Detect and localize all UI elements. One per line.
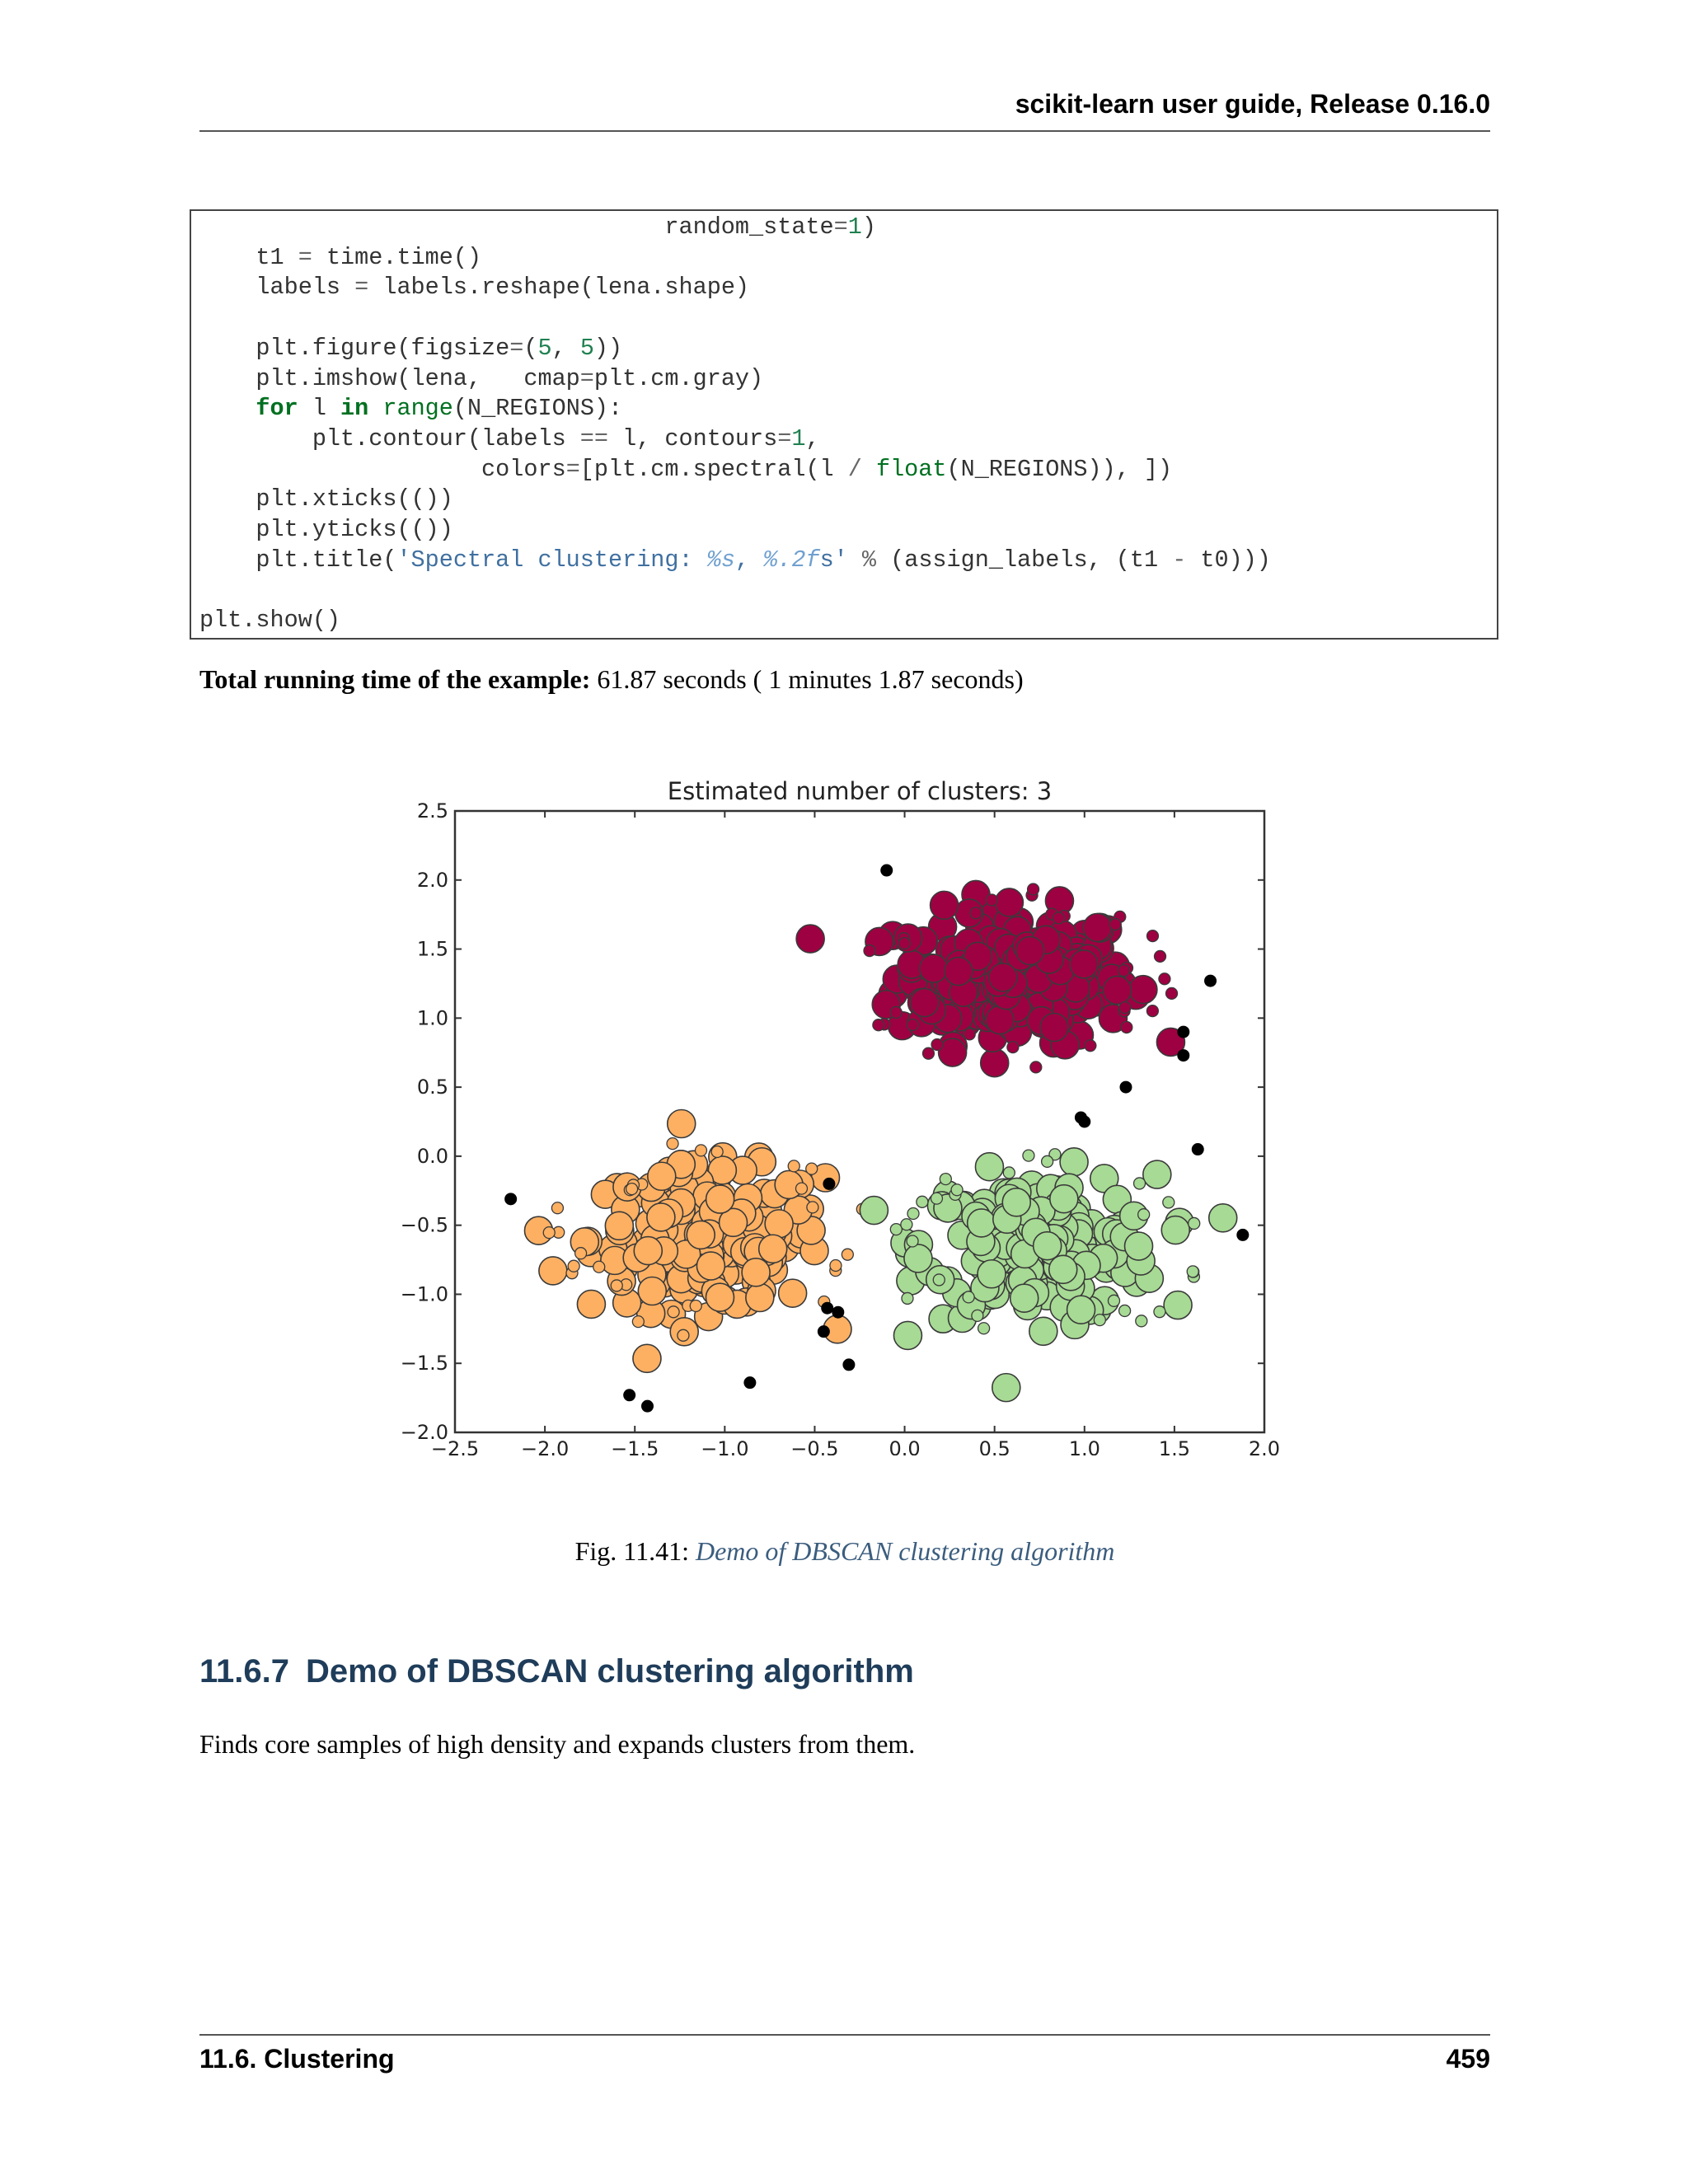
border-sample-point bbox=[898, 938, 910, 949]
x-tick-label: −2.5 bbox=[430, 1437, 480, 1455]
x-tick-label: 0.0 bbox=[889, 1437, 921, 1455]
running-time-value: 61.87 seconds ( 1 minutes 1.87 seconds) bbox=[590, 664, 1024, 694]
border-sample-point bbox=[1028, 883, 1039, 895]
code-token: labels bbox=[199, 274, 355, 302]
section-heading bbox=[199, 1653, 1490, 1690]
code-token: (assign_labels, (t1 bbox=[876, 546, 1173, 574]
core-sample-point bbox=[1161, 1216, 1189, 1244]
border-sample-point bbox=[1007, 1042, 1019, 1053]
border-sample-point bbox=[931, 1038, 943, 1050]
x-tick-label: −0.5 bbox=[790, 1437, 839, 1455]
border-sample-point bbox=[1166, 987, 1178, 999]
border-sample-point bbox=[1187, 1266, 1198, 1277]
core-sample-point bbox=[1143, 1160, 1171, 1188]
chart-title: Estimated number of clusters: 3 bbox=[667, 777, 1053, 805]
code-token: labels.reshape(lena.shape) bbox=[368, 274, 750, 302]
code-token: plt.xticks(()) bbox=[199, 485, 453, 513]
border-sample-point bbox=[711, 1146, 723, 1157]
noise-point bbox=[881, 865, 893, 876]
border-sample-point bbox=[907, 1207, 919, 1219]
core-sample-point bbox=[706, 1283, 734, 1311]
core-sample-point bbox=[1060, 1148, 1088, 1176]
core-sample-point bbox=[1040, 1013, 1068, 1041]
noise-point bbox=[641, 1400, 653, 1412]
code-token: = bbox=[565, 455, 580, 483]
border-sample-point bbox=[873, 1019, 884, 1031]
code-token: plt.title( bbox=[199, 546, 397, 574]
border-sample-point bbox=[964, 1029, 975, 1040]
core-sample-point bbox=[904, 1244, 932, 1272]
dbscan-figure bbox=[387, 763, 1294, 1455]
code-line bbox=[199, 213, 876, 241]
border-sample-point bbox=[678, 1329, 689, 1341]
y-tick-label: −0.5 bbox=[400, 1213, 448, 1237]
core-sample-point bbox=[1125, 1232, 1153, 1260]
x-tick-label: 1.0 bbox=[1068, 1437, 1100, 1455]
core-sample-point bbox=[638, 1277, 666, 1305]
border-sample-point bbox=[972, 1310, 983, 1321]
noise-point bbox=[624, 1390, 635, 1401]
border-sample-point bbox=[1109, 919, 1121, 930]
core-sample-point bbox=[742, 1258, 770, 1286]
core-sample-point bbox=[1016, 937, 1044, 965]
border-sample-point bbox=[667, 1138, 678, 1150]
code-token: / bbox=[847, 455, 862, 483]
noise-point bbox=[1237, 1229, 1249, 1240]
running-header: scikit-learn user guide, Release 0.16.0 bbox=[1015, 89, 1490, 119]
figure-caption bbox=[199, 1536, 1490, 1567]
header-rule bbox=[199, 130, 1490, 132]
border-sample-point bbox=[864, 945, 875, 957]
border-sample-point bbox=[1134, 1178, 1146, 1189]
code-line bbox=[199, 485, 453, 513]
border-sample-point bbox=[1159, 973, 1170, 985]
code-token: , bbox=[805, 424, 820, 452]
noise-point bbox=[823, 1178, 835, 1189]
code-line bbox=[199, 365, 763, 392]
core-sample-point bbox=[1083, 913, 1111, 941]
section-title: Demo of DBSCAN clustering algorithm bbox=[306, 1653, 914, 1690]
core-sample-point bbox=[995, 888, 1023, 916]
border-sample-point bbox=[1189, 1217, 1200, 1229]
border-sample-point bbox=[830, 1260, 842, 1272]
border-sample-point bbox=[568, 1260, 579, 1272]
code-token: 'Spectral clustering: bbox=[396, 546, 707, 574]
code-token: float bbox=[875, 455, 947, 483]
border-sample-point bbox=[690, 1301, 701, 1312]
code-line bbox=[199, 395, 622, 422]
core-sample-point bbox=[1049, 1255, 1077, 1283]
core-sample-point bbox=[647, 1203, 675, 1231]
code-token: 1 bbox=[847, 213, 862, 241]
border-sample-point bbox=[1119, 1002, 1131, 1014]
code-token: range bbox=[382, 395, 453, 423]
border-sample-point bbox=[788, 1160, 799, 1172]
code-token: plt.contour(labels bbox=[199, 424, 580, 452]
core-sample-point bbox=[1034, 1232, 1062, 1260]
code-token: colors bbox=[199, 455, 566, 483]
code-token: = bbox=[509, 334, 524, 362]
y-tick-label: 0.5 bbox=[416, 1076, 448, 1099]
noise-point bbox=[832, 1306, 844, 1318]
border-sample-point bbox=[933, 1274, 945, 1286]
border-sample-point bbox=[931, 1193, 942, 1204]
code-token bbox=[862, 456, 876, 483]
noise-point bbox=[1120, 1081, 1132, 1093]
core-sample-point bbox=[992, 1374, 1020, 1402]
code-token: in bbox=[340, 395, 369, 423]
border-sample-point bbox=[1146, 930, 1158, 942]
core-sample-point bbox=[1067, 1296, 1095, 1324]
code-token: , bbox=[734, 546, 764, 574]
border-sample-point bbox=[890, 1006, 902, 1018]
border-sample-point bbox=[1042, 1155, 1053, 1167]
border-sample-point bbox=[1121, 1021, 1132, 1033]
noise-point bbox=[1079, 1116, 1090, 1127]
core-sample-point bbox=[978, 1260, 1006, 1288]
core-sample-point bbox=[945, 958, 973, 986]
core-sample-point bbox=[1002, 1188, 1030, 1216]
core-sample-point bbox=[911, 989, 939, 1017]
core-sample-point bbox=[648, 1162, 676, 1190]
core-sample-point bbox=[539, 1257, 567, 1285]
border-sample-point bbox=[551, 1202, 563, 1214]
code-token bbox=[368, 395, 382, 422]
core-sample-point bbox=[746, 1284, 774, 1312]
x-tick-label: 1.5 bbox=[1158, 1437, 1190, 1455]
code-token bbox=[199, 395, 256, 422]
border-sample-point bbox=[1085, 1040, 1096, 1052]
border-sample-point bbox=[1155, 950, 1166, 962]
border-sample-point bbox=[1136, 1315, 1147, 1327]
core-sample-point bbox=[668, 1109, 696, 1137]
x-tick-label: 0.5 bbox=[978, 1437, 1010, 1455]
footer-section: 11.6. Clustering bbox=[199, 2044, 395, 2074]
code-listing bbox=[191, 211, 1497, 636]
core-sample-point bbox=[634, 1237, 662, 1265]
border-sample-point bbox=[806, 1163, 818, 1174]
code-line bbox=[199, 274, 749, 301]
border-sample-point bbox=[901, 1219, 912, 1230]
y-tick-label: −2.0 bbox=[400, 1421, 448, 1444]
code-line bbox=[199, 335, 622, 362]
core-sample-point bbox=[1070, 950, 1098, 978]
code-token: [plt.cm.spectral(l bbox=[579, 455, 848, 483]
code-token: = bbox=[354, 274, 369, 302]
page-number: 459 bbox=[1446, 2044, 1490, 2074]
x-tick-label: −2.0 bbox=[520, 1437, 570, 1455]
running-time-line bbox=[199, 664, 1490, 695]
code-block bbox=[190, 209, 1498, 640]
code-token: = bbox=[833, 213, 848, 241]
code-token: %.2f bbox=[763, 546, 820, 574]
plot-area bbox=[455, 811, 1264, 1432]
running-time-label: Total running time of the example: bbox=[199, 664, 591, 694]
core-sample-point bbox=[1209, 1204, 1237, 1232]
y-tick-label: 2.0 bbox=[416, 868, 448, 892]
noise-point bbox=[822, 1302, 833, 1314]
core-sample-point bbox=[759, 1235, 787, 1263]
border-sample-point bbox=[575, 1248, 587, 1259]
core-sample-point bbox=[706, 1185, 734, 1213]
code-token: % bbox=[861, 546, 877, 574]
core-sample-point bbox=[1010, 1284, 1039, 1312]
border-sample-point bbox=[695, 1145, 706, 1156]
border-sample-point bbox=[922, 1047, 934, 1059]
caption-prefix: Fig. 11.41: bbox=[574, 1536, 696, 1566]
border-sample-point bbox=[963, 1291, 974, 1303]
code-token: = bbox=[579, 364, 594, 392]
code-token: plt.yticks(()) bbox=[199, 516, 453, 544]
border-sample-point bbox=[593, 1261, 605, 1272]
core-sample-point bbox=[920, 954, 948, 982]
core-sample-point bbox=[981, 1049, 1009, 1077]
code-token: t0))) bbox=[1186, 546, 1271, 574]
border-sample-point bbox=[1163, 1197, 1175, 1208]
core-sample-point bbox=[1164, 1291, 1192, 1319]
border-sample-point bbox=[917, 1196, 928, 1207]
core-sample-point bbox=[779, 1279, 807, 1307]
core-sample-point bbox=[605, 1212, 633, 1240]
y-tick-label: 1.5 bbox=[416, 937, 448, 961]
border-sample-point bbox=[1119, 1305, 1131, 1316]
code-token: = bbox=[298, 243, 312, 271]
border-sample-point bbox=[632, 1316, 644, 1328]
caption-link[interactable]: Demo of DBSCAN clustering algorithm bbox=[695, 1536, 1115, 1566]
y-tick-label: −1.5 bbox=[400, 1352, 448, 1376]
border-sample-point bbox=[668, 1306, 679, 1318]
noise-point bbox=[1192, 1144, 1203, 1155]
footer-rule bbox=[199, 2034, 1490, 2036]
noise-point bbox=[818, 1326, 829, 1338]
core-sample-point bbox=[633, 1344, 661, 1372]
noise-point bbox=[843, 1359, 855, 1371]
code-token: time.time() bbox=[312, 243, 482, 271]
border-sample-point bbox=[970, 907, 982, 919]
border-sample-point bbox=[626, 1183, 638, 1195]
code-line bbox=[199, 516, 453, 543]
code-token: , bbox=[551, 334, 580, 362]
core-sample-point bbox=[893, 1321, 921, 1349]
code-token: == bbox=[579, 424, 608, 452]
code-token bbox=[848, 546, 862, 574]
x-tick-label: −1.5 bbox=[611, 1437, 659, 1455]
border-sample-point bbox=[543, 1227, 555, 1239]
border-sample-point bbox=[611, 1280, 622, 1291]
section-number: 11.6.7 bbox=[199, 1653, 290, 1690]
x-tick-label: −1.0 bbox=[701, 1437, 749, 1455]
border-sample-point bbox=[1094, 1315, 1105, 1326]
border-sample-point bbox=[902, 1292, 913, 1304]
code-line bbox=[199, 607, 340, 634]
code-token: for bbox=[256, 395, 298, 423]
y-tick-label: −1.0 bbox=[400, 1282, 448, 1306]
code-line bbox=[199, 244, 481, 271]
code-token: s' bbox=[819, 546, 848, 574]
code-line bbox=[199, 425, 820, 452]
border-sample-point bbox=[940, 1174, 951, 1185]
code-token: ) bbox=[861, 213, 876, 241]
border-sample-point bbox=[907, 1019, 918, 1030]
core-sample-point bbox=[796, 925, 824, 953]
code-token: random_state bbox=[199, 213, 834, 241]
code-token: )) bbox=[593, 334, 623, 362]
border-sample-point bbox=[1108, 1295, 1119, 1306]
code-token: plt.show() bbox=[199, 607, 341, 635]
code-token: plt.cm.gray) bbox=[593, 364, 764, 392]
code-token: l bbox=[298, 395, 341, 423]
core-sample-point bbox=[968, 1209, 996, 1237]
code-token: t1 bbox=[199, 243, 298, 271]
border-sample-point bbox=[1023, 1150, 1034, 1161]
core-sample-point bbox=[1050, 1185, 1078, 1213]
noise-point bbox=[505, 1193, 517, 1205]
x-tick-label: 2.0 bbox=[1248, 1437, 1281, 1455]
code-token: plt.imshow(lena, cmap bbox=[199, 364, 580, 392]
core-sample-point bbox=[1129, 976, 1157, 1004]
border-sample-point bbox=[807, 1202, 818, 1213]
core-sample-point bbox=[860, 1197, 888, 1225]
core-sample-point bbox=[1029, 1317, 1057, 1345]
code-token: plt.figure(figsize bbox=[199, 334, 510, 362]
y-tick-label: 0.0 bbox=[416, 1144, 448, 1168]
core-sample-point bbox=[975, 1153, 1003, 1181]
code-token: 5 bbox=[579, 334, 594, 362]
core-sample-point bbox=[986, 1006, 1014, 1034]
border-sample-point bbox=[1146, 1005, 1158, 1017]
border-sample-point bbox=[907, 1235, 918, 1247]
noise-point bbox=[744, 1377, 756, 1389]
border-sample-point bbox=[795, 1183, 807, 1194]
noise-point bbox=[1178, 1026, 1189, 1038]
code-line bbox=[199, 456, 1172, 483]
code-token: ( bbox=[523, 334, 538, 362]
code-token: 1 bbox=[791, 424, 806, 452]
border-sample-point bbox=[1003, 1167, 1015, 1179]
border-sample-point bbox=[842, 1249, 853, 1260]
noise-point bbox=[1178, 1050, 1189, 1062]
core-sample-point bbox=[687, 1221, 715, 1249]
core-sample-point bbox=[577, 1290, 605, 1318]
y-tick-label: 2.5 bbox=[416, 799, 448, 823]
code-token: = bbox=[777, 424, 792, 452]
border-sample-point bbox=[1154, 1306, 1165, 1318]
code-token: %s bbox=[706, 546, 735, 574]
code-token: (N_REGIONS)), ]) bbox=[946, 455, 1173, 483]
noise-point bbox=[1205, 975, 1217, 987]
border-sample-point bbox=[951, 1184, 963, 1196]
body-paragraph: Finds core samples of high density and expands clusters from them. bbox=[199, 1729, 916, 1759]
core-sample-point bbox=[1103, 976, 1131, 1004]
border-sample-point bbox=[986, 894, 997, 906]
core-sample-point bbox=[696, 1252, 724, 1280]
border-sample-point bbox=[1138, 1209, 1150, 1221]
border-sample-point bbox=[1053, 912, 1064, 924]
code-token: 5 bbox=[537, 334, 552, 362]
y-tick-label: 1.0 bbox=[416, 1006, 448, 1030]
border-sample-point bbox=[890, 1224, 902, 1235]
core-sample-point bbox=[931, 891, 959, 919]
code-line bbox=[199, 546, 1271, 574]
code-token: l, contours bbox=[608, 424, 778, 452]
dbscan-scatter-chart bbox=[387, 763, 1294, 1455]
border-sample-point bbox=[1030, 1062, 1042, 1073]
code-token: (N_REGIONS): bbox=[452, 395, 623, 423]
border-sample-point bbox=[978, 1323, 990, 1334]
core-sample-point bbox=[989, 963, 1017, 991]
core-sample-point bbox=[765, 1210, 793, 1238]
border-sample-point bbox=[1118, 965, 1129, 977]
code-token: - bbox=[1172, 546, 1187, 574]
